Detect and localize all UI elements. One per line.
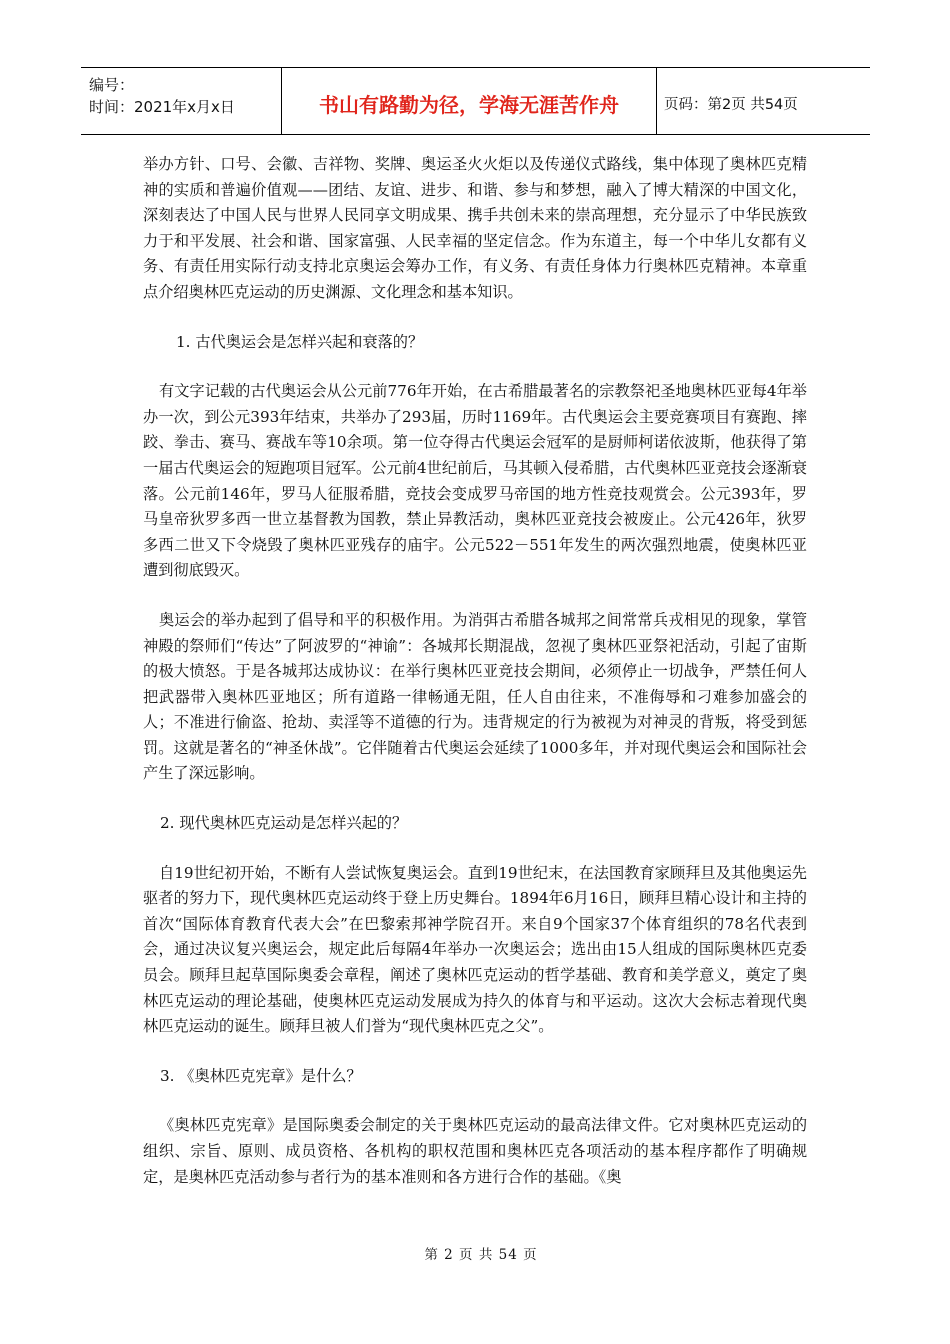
- document-date-label: 时间：2021年x月x日: [89, 98, 235, 116]
- header-page-info: 页码：第2页 共54页: [664, 96, 798, 113]
- section-heading-1: 1. 古代奥运会是怎样兴起和衰落的？: [176, 332, 424, 351]
- intro-paragraph: 举办方针、口号、会徽、吉祥物、奖牌、奥运圣火火炬以及传递仪式路线，集中体现了奥林匹克精神的实质和普遍价值观——团结、友谊、进步、和谐、参与和梦想，融入了博大精深的中国文化，深刻表达了中国人民与世界人民同享文明成果、携手共创未来的崇高理想，充分显示了中华民族致力于和平发展、社会和谐、国家富强、人民幸福的坚定信念。作为东道主，每一个中华儿女都有义务、有责任用实际行动支持北京奥运会筹办工作，有义务、有责任身体力行奥林匹克精神。本章重点介绍奥林匹克运动的历史渊源、文化理念和基本知识。: [143, 155, 807, 301]
- page-footer-number: 第 2 页 共 54 页: [424, 1247, 538, 1263]
- header-meta-cell: [81, 68, 282, 134]
- paragraph-modern-olympics: 自19世纪初开始，不断有人尝试恢复奥运会。直到19世纪末，在法国教育家顾拜旦及其他奥运先驱者的努力下，现代奥林匹克运动终于登上历史舞台。1894年6月16日，顾拜旦精心设计和主持的首次“国际体育教育代表大会”在巴黎索邦神学院召开。来自9个国家37个体育组织的78名代表到会，通过决议复兴奥运会，规定此后每隔4年举办一次奥运会；选出由15人组成的国际奥林匹克委员会。顾拜旦起草国际奥委会章程，阐述了奥林匹克运动的哲学基础、教育和美学意义，奠定了奥林匹克运动的理论基础，使奥林匹克运动发展成为持久的体育与和平运动。这次大会标志着现代奥林匹克运动的诞生。顾拜旦被人们誉为“现代奥林匹克之父”。: [143, 863, 807, 1036]
- section-heading-3: 3. 《奥林匹克宪章》是什么？: [160, 1066, 362, 1085]
- paragraph-sacred-truce: 奥运会的举办起到了倡导和平的积极作用。为消弭古希腊各城邦之间常常兵戎相见的现象，掌管神殿的祭师们“传达”了阿波罗的“神谕”：各城邦长期混战，忽视了奥林匹亚祭祀活动，引起了宙斯的极大愤怒。于是各城邦达成协议：在举行奥林匹亚竞技会期间，必须停止一切战争，严禁任何人把武器带入奥林匹亚地区；所有道路一律畅通无阻，任人自由往来，不准侮辱和刁难参加盛会的人；不准进行偷盗、抢劫、卖淫等不道德的行为。违背规定的行为被视为对神灵的背叛，将受到惩罚。这就是著名的“神圣休战”。它伴随着古代奥运会延续了1000多年，并对现代奥运会和国际社会产生了深远影响。: [143, 610, 807, 783]
- paragraph-ancient-olympics: 有文字记载的古代奥运会从公元前776年开始，在古希腊最著名的宗教祭祀圣地奥林匹亚每4年举办一次，到公元393年结束，共举办了293届，历时1169年。古代奥运会主要竞赛项目有赛跑、摔跤、拳击、赛马、赛战车等10余项。第一位夺得古代奥运会冠军的是厨师柯诺依波斯，他获得了第一届古代奥运会的短跑项目冠军。公元前4世纪前后，马其顿入侵希腊，古代奥林匹亚竞技会逐渐衰落。公元前146年，罗马人征服希腊，竞技会变成罗马帝国的地方性竞技观赏会。公元393年，罗马皇帝狄罗多西一世立基督教为国教，禁止异教活动，奥林匹亚竞技会被废止。公元426年，狄罗多西二世又下令烧毁了奥林匹亚残存的庙宇。公元522－551年发生的两次强烈地震，使奥林匹亚遭到彻底毁灭。: [143, 382, 807, 580]
- page-header: [81, 67, 870, 135]
- paragraph-olympic-charter: 《奥林匹克宪章》是国际奥委会制定的关于奥林匹克运动的最高法律文件。它对奥林匹克运动的组织、宗旨、原则、成员资格、各机构的职权范围和奥林匹克各项活动的基本程序都作了明确规定，是奥林匹克活动参与者行为的基本准则和各方进行合作的基础。《奥: [143, 1116, 807, 1186]
- header-motto: 书山有路勤为径，学海无涯苦作舟: [282, 68, 657, 134]
- section-heading-2: 2. 现代奥林匹克运动是怎样兴起的？: [160, 814, 408, 833]
- document-body: [143, 152, 807, 1190]
- document-number-label: 编号：: [89, 76, 135, 94]
